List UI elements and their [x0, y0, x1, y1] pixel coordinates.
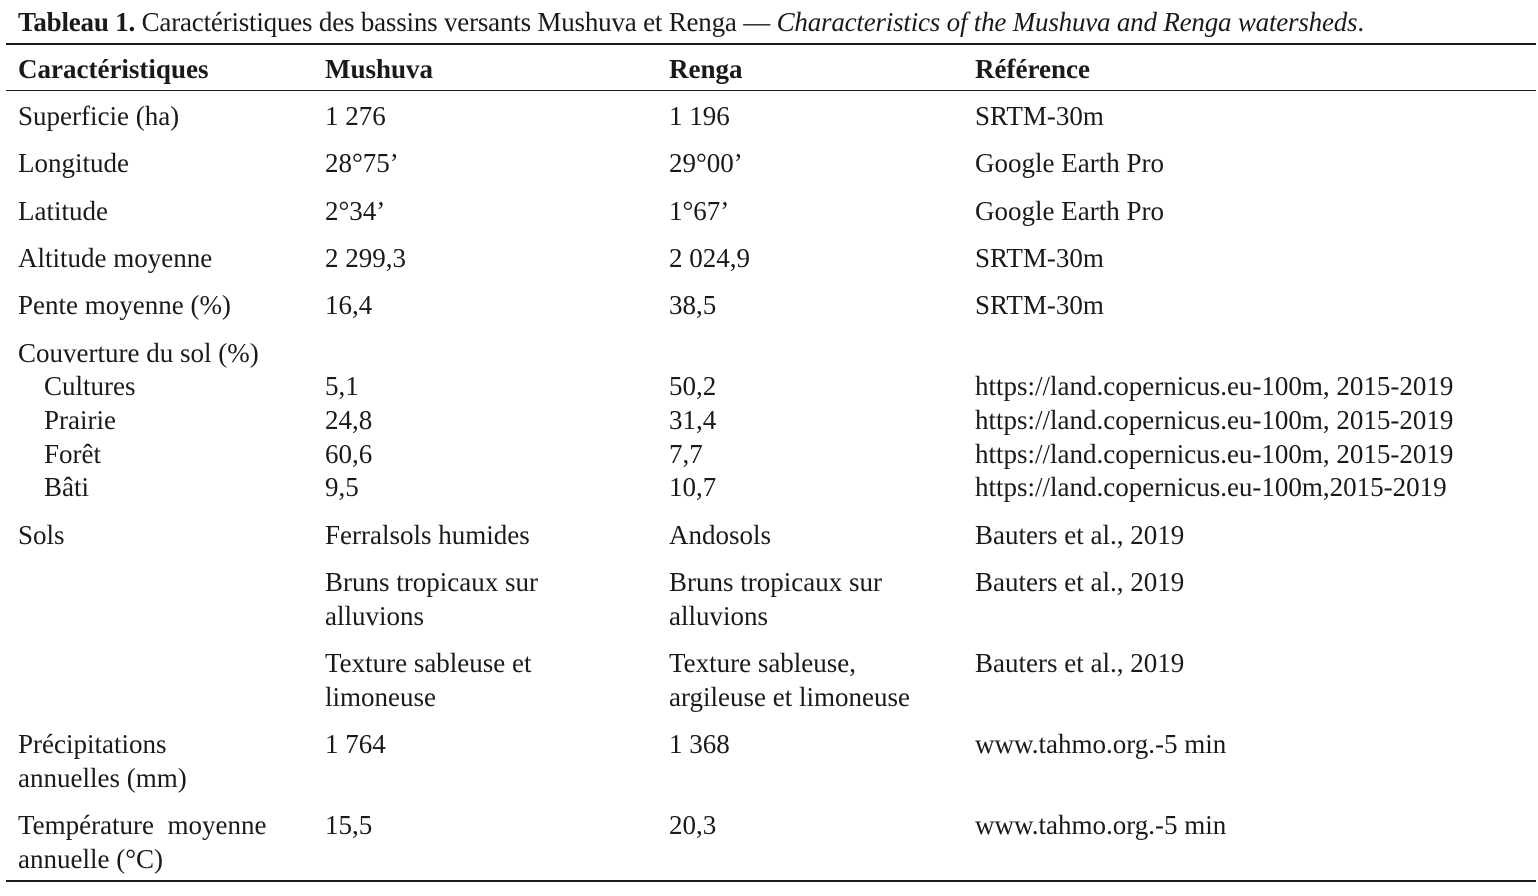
cell-reference: https://land.copernicus.eu-100m, 2015-2019	[975, 405, 1454, 435]
cell-mushuva: 2 299,3	[325, 243, 406, 273]
cell-mushuva: 15,5	[325, 810, 373, 840]
caption-french: Caractéristiques des bassins versants Mushuva et Renga —	[141, 7, 771, 37]
cell-renga: 20,3	[669, 810, 717, 840]
cell-renga: alluvions	[669, 601, 768, 631]
cell-reference: Bauters et al., 2019	[975, 567, 1185, 597]
row-name: Superficie (ha)	[18, 101, 180, 131]
cell-renga: argileuse et limoneuse	[669, 682, 910, 712]
row-name: annuelle (°C)	[18, 844, 163, 874]
header-reference: Référence	[975, 54, 1090, 84]
cell-mushuva: limoneuse	[325, 682, 436, 712]
cell-mushuva: 2°34’	[325, 196, 386, 226]
cell-renga: 29°00’	[669, 148, 743, 178]
cell-reference: SRTM-30m	[975, 101, 1104, 131]
cell-mushuva: 28°75’	[325, 148, 399, 178]
cell-mushuva: Texture sableuse et	[325, 648, 532, 678]
row-name: Bâti	[44, 472, 89, 502]
cell-mushuva: 1 276	[325, 101, 386, 131]
cell-renga: 1 368	[669, 729, 730, 759]
row-name: Précipitations	[18, 729, 167, 759]
row-name: annuelles (mm)	[18, 763, 187, 793]
cell-reference: Google Earth Pro	[975, 148, 1164, 178]
cell-reference: Bauters et al., 2019	[975, 520, 1185, 550]
cell-mushuva: 16,4	[325, 290, 373, 320]
row-name: Longitude	[18, 148, 129, 178]
cell-renga: 10,7	[669, 472, 717, 502]
row-name: Cultures	[44, 371, 136, 401]
cell-mushuva: 9,5	[325, 472, 359, 502]
cell-reference: https://land.copernicus.eu-100m,2015-2019	[975, 472, 1447, 502]
cell-renga: 2 024,9	[669, 243, 750, 273]
caption-end: .	[1357, 7, 1364, 37]
cell-reference: www.tahmo.org.-5 min	[975, 810, 1227, 840]
cell-renga: 50,2	[669, 371, 717, 401]
cell-mushuva: 60,6	[325, 439, 373, 469]
table-caption	[18, 4, 1364, 40]
cell-renga: 31,4	[669, 405, 717, 435]
cell-renga: Texture sableuse,	[669, 648, 857, 678]
cell-renga: 7,7	[669, 439, 703, 469]
header-mushuva: Mushuva	[325, 54, 434, 84]
cell-reference: Bauters et al., 2019	[975, 648, 1185, 678]
cell-renga: Bruns tropicaux sur	[669, 567, 882, 597]
cell-reference: SRTM-30m	[975, 290, 1104, 320]
cell-reference: Google Earth Pro	[975, 196, 1164, 226]
header-characteristics: Caractéristiques	[18, 54, 209, 84]
cell-renga: 1°67’	[669, 196, 730, 226]
cell-reference: www.tahmo.org.-5 min	[975, 729, 1227, 759]
table-header-rule	[6, 90, 1536, 91]
row-name: Latitude	[18, 196, 108, 226]
cell-reference: SRTM-30m	[975, 243, 1104, 273]
row-name: Température moyenne	[18, 810, 267, 840]
cell-renga: Andosols	[669, 520, 772, 550]
cell-mushuva: 24,8	[325, 405, 373, 435]
cell-mushuva: 1 764	[325, 729, 386, 759]
cell-renga: 38,5	[669, 290, 717, 320]
cell-mushuva: 5,1	[325, 371, 359, 401]
caption-english: Characteristics of the Mushuva and Renga watersheds	[776, 7, 1358, 37]
row-name: Forêt	[44, 439, 101, 469]
row-name: Prairie	[44, 405, 116, 435]
caption-label: Tableau 1.	[18, 7, 136, 37]
section-title-landcover: Couverture du sol (%)	[18, 338, 259, 368]
cell-mushuva: Bruns tropicaux sur	[325, 567, 538, 597]
cell-mushuva: alluvions	[325, 601, 424, 631]
row-name: Altitude moyenne	[18, 243, 213, 273]
cell-reference: https://land.copernicus.eu-100m, 2015-2019	[975, 371, 1454, 401]
cell-mushuva: Ferralsols humides	[325, 520, 530, 550]
header-renga: Renga	[669, 54, 743, 84]
table-top-rule	[6, 43, 1536, 45]
cell-renga: 1 196	[669, 101, 730, 131]
section-title-soils: Sols	[18, 520, 65, 550]
cell-reference: https://land.copernicus.eu-100m, 2015-2019	[975, 439, 1454, 469]
row-name: Pente moyenne (%)	[18, 290, 231, 320]
table-bottom-rule	[6, 880, 1536, 882]
